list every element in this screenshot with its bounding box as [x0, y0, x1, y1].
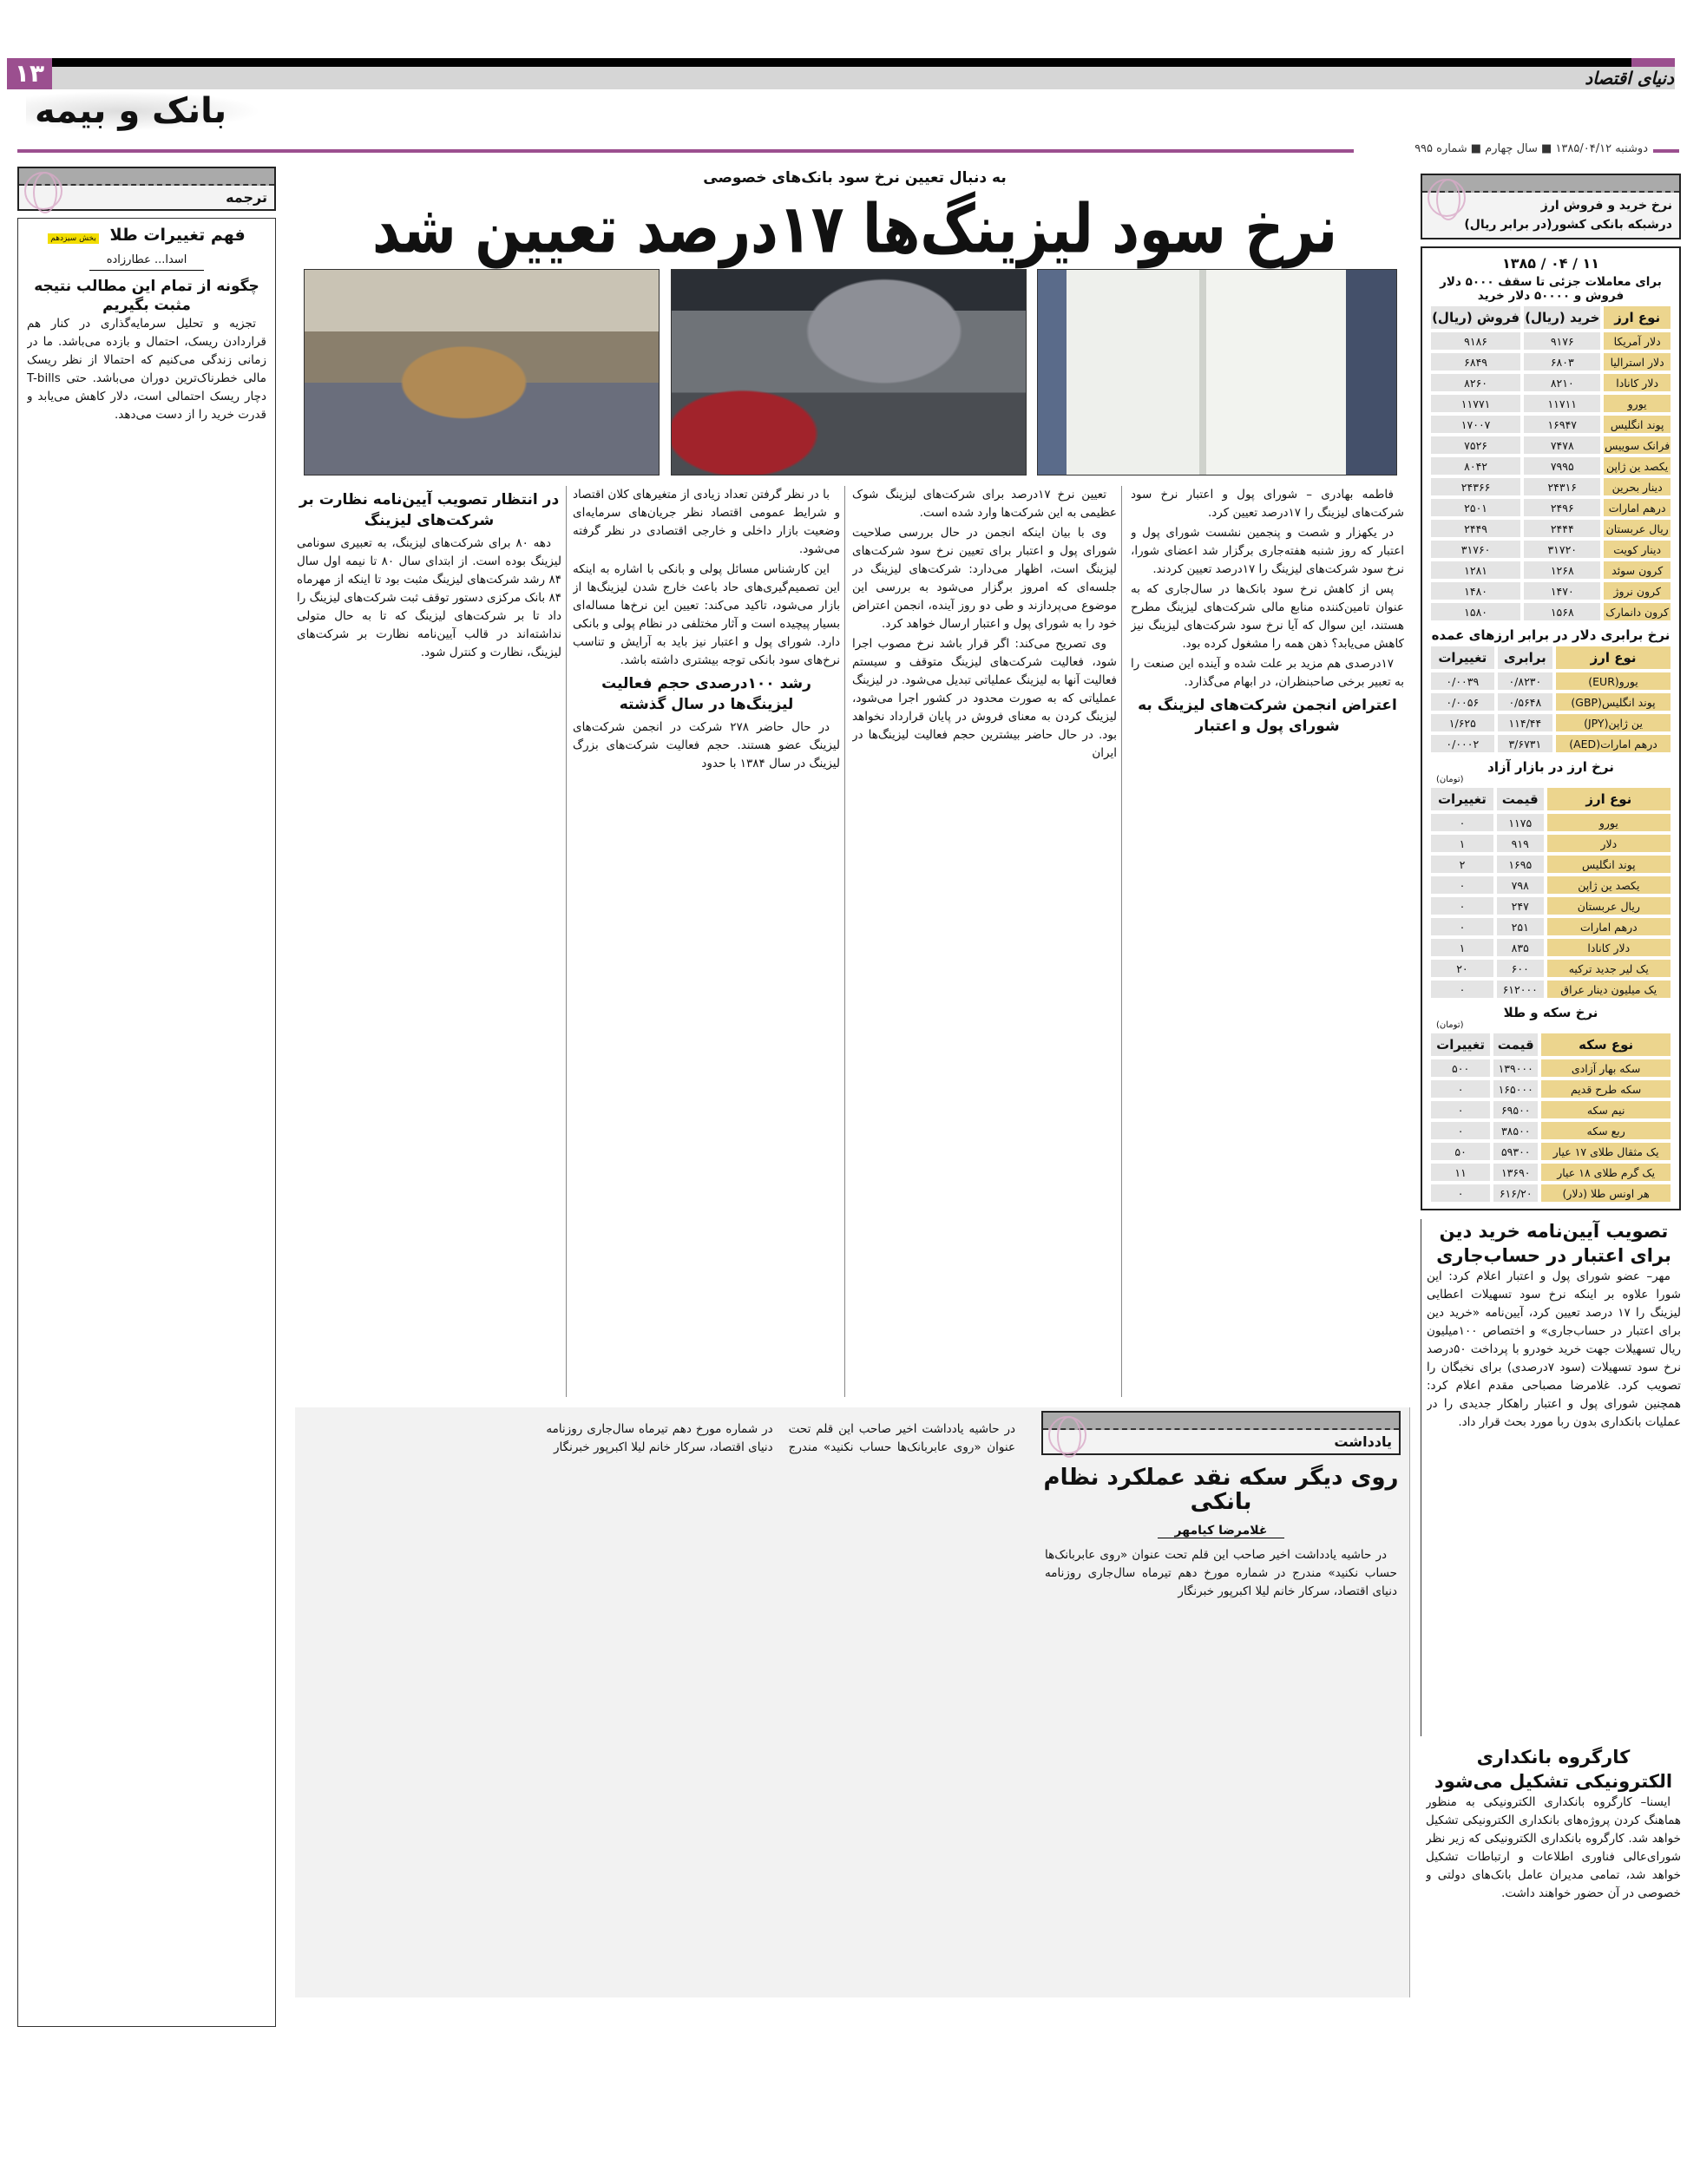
note-label-box	[1041, 1411, 1401, 1455]
rate-value: ۲۰	[1431, 960, 1493, 977]
currency-name: ین ژاپن(JPY)	[1556, 714, 1670, 731]
rates-section	[1421, 174, 1681, 2184]
globe-icon	[1048, 1416, 1086, 1454]
paragraph: با در نظر گرفتن تعداد زیادی از متغیرهای کلان اقتصاد و شرایط عمومی اقتصاد نظر جریان‌های سرمایه‌ای وضعیت بازار داخلی و خارجی اقتصادی در نظر گرفته می‌شود.	[573, 488, 840, 556]
rate-value: ۱۱۷۱۱	[1524, 395, 1600, 412]
column-header: نوع ارز	[1547, 788, 1670, 810]
table-row	[1431, 1101, 1670, 1118]
bank-rates-table	[1428, 303, 1674, 624]
rate-value: ۱۲۸۱	[1431, 561, 1520, 579]
rate-value: ۱۵۶۸	[1524, 603, 1600, 620]
currency-name: دینار کویت	[1604, 541, 1670, 558]
article-column-1	[1131, 486, 1404, 1401]
column-header: نوع ارز	[1604, 306, 1670, 329]
story-ebanking	[1421, 1745, 1681, 2184]
column-rule	[566, 486, 567, 1397]
dateline: دوشنبه ۱۳۸۵/۰۴/۱۲ ■ سال چهارم ■ شماره ۹۹۵	[1414, 142, 1648, 155]
currency-name: یورو(EUR)	[1556, 672, 1670, 690]
rate-value: ۶۱۶/۲۰	[1493, 1184, 1538, 1202]
globe-icon	[24, 172, 62, 210]
cars-photo	[671, 269, 1027, 475]
rate-value: ۲۴۳۱۶	[1524, 478, 1600, 495]
top-band	[17, 67, 1675, 89]
note-lede	[1033, 1538, 1409, 2023]
rate-value: ۱	[1431, 835, 1493, 852]
rate-value: ۳۱۷۶۰	[1431, 541, 1520, 558]
table-row	[1431, 981, 1670, 998]
rate-value: ۰	[1431, 814, 1493, 831]
currency-name: یک میلیون دینار عراق	[1547, 981, 1670, 998]
unit-label: (تومان)	[1436, 775, 1464, 784]
rate-value: ۱/۶۲۵	[1431, 714, 1494, 731]
currency-name: دلار آمریکا	[1604, 332, 1670, 350]
note-body: در حاشیه یادداشت اخیر صاحب این قلم تحت عنوان «روی عابربانک‌ها حساب نکنید» مندرج در شماره مورخ دهم تیرماه سال‌جاری روزنامه دنیای اقتصاد، سرکار خانم لیلا اکبرپور خبرنگار	[546, 1422, 1015, 1454]
table-row	[1431, 714, 1670, 731]
rate-value: ۰/۰۰۰۲	[1431, 735, 1494, 752]
table-row	[1431, 499, 1670, 516]
rate-value: ۲۴۷	[1497, 897, 1544, 915]
currency-name: یکصد ین ژاپن	[1604, 457, 1670, 475]
column-header: نوع سکه	[1541, 1033, 1670, 1056]
currency-name: یورو	[1604, 395, 1670, 412]
rate-value: ۷۴۷۸	[1524, 436, 1600, 454]
translation-label-box	[17, 167, 276, 211]
table-row	[1431, 541, 1670, 558]
free-market-title: نرخ ارز در بازار آزاد	[1487, 759, 1614, 775]
meeting-room-photo	[304, 269, 660, 475]
rate-value: ۰	[1431, 897, 1493, 915]
parity-title: نرخ برابری دلار در برابر ارزهای عمده	[1431, 627, 1670, 643]
column-header: فروش (ریال)	[1431, 306, 1520, 329]
paragraph: فاطمه بهادری – شورای پول و اعتبار نرخ سود شرکت‌های لیزینگ را ۱۷درصد تعیین کرد.	[1131, 488, 1404, 520]
rate-value: ۱۶۵۰۰۰	[1493, 1080, 1538, 1098]
column-header: تغییرات	[1431, 788, 1493, 810]
subheading: رشد ۱۰۰درصدی حجم فعالیت لیزینگ‌ها در سال گذشته	[601, 675, 811, 713]
paragraph: در حال حاضر ۲۷۸ شرکت در انجمن شرکت‌های لیزینگ عضو هستند. حجم فعالیت شرکت‌های بزرگ لیزینگ در سال ۱۳۸۴ با حدود	[573, 720, 840, 771]
gold-table	[1428, 1030, 1674, 1205]
translation-label: ترجمه	[226, 189, 267, 206]
table-row	[1431, 735, 1670, 752]
table-row	[1431, 876, 1670, 894]
rate-value: ۹۱۸۶	[1431, 332, 1520, 350]
rate-value: ۰/۸۲۳۰	[1498, 672, 1552, 690]
currency-name: نیم سکه	[1541, 1101, 1670, 1118]
unit-label: (تومان)	[1436, 1020, 1464, 1030]
rate-value: ۵۰۰	[1431, 1059, 1490, 1077]
table-row	[1431, 436, 1670, 454]
table-row	[1431, 897, 1670, 915]
currency-name: سکه طرح قدیم	[1541, 1080, 1670, 1098]
table-row	[1431, 1059, 1670, 1077]
table-row	[1431, 856, 1670, 873]
translation-article	[17, 218, 276, 2027]
table-row	[1431, 918, 1670, 935]
story-title: کارگروه بانکداری الکترونیکی تشکیل می‌شود	[1434, 1747, 1673, 1792]
rate-value: ۰	[1431, 1080, 1490, 1098]
rates-date: ۱۱ / ۰۴ / ۱۳۸۵	[1501, 255, 1600, 272]
currency-name: دلار کانادا	[1547, 939, 1670, 956]
gold-title: نرخ سکه و طلا	[1503, 1005, 1598, 1020]
rate-value: ۸۲۱۰	[1524, 374, 1600, 391]
section-title: بانک و بیمه	[26, 91, 261, 131]
rate-value: ۶۹۵۰۰	[1493, 1101, 1538, 1118]
divider	[1653, 149, 1679, 153]
table-row	[1431, 1080, 1670, 1098]
part-badge: بخش سیزدهم	[48, 233, 99, 244]
table-row	[1431, 561, 1670, 579]
rate-value: ۱۴۸۰	[1431, 582, 1520, 600]
currency-name: دلار استرالیا	[1604, 353, 1670, 371]
column-header: خرید (ریال)	[1524, 306, 1600, 329]
table-row	[1431, 814, 1670, 831]
currency-name: پوند انگلیس	[1547, 856, 1670, 873]
table-row	[1431, 353, 1670, 371]
rate-value: ۰	[1431, 876, 1493, 894]
paragraph: این کارشناس مسائل پولی و بانکی با اشاره به اینکه این تصمیم‌گیری‌های حاد باعث خارج شدن لیزینگ‌ها از بازار می‌شود، تاکید می‌کند: تعیین این نرخ‌ها مساله‌ای بسیار پیچیده است و آثار مختلفی در نظام پولی و بانکی دارد. شورای پول و اعتبار نیز باید به آرایش و تناسب نرخ‌های سود بانکی توجه بیشتری داشته باشد.	[573, 562, 840, 667]
article-column-3	[573, 486, 840, 1401]
article-column-4	[297, 486, 561, 1401]
table-row	[1431, 835, 1670, 852]
table-row	[1431, 416, 1670, 433]
rate-value: ۱۱۷۵	[1497, 814, 1544, 831]
rate-value: ۸۲۶۰	[1431, 374, 1520, 391]
article-column-2	[852, 486, 1117, 1401]
currency-name: درهم امارات	[1604, 499, 1670, 516]
table-row	[1431, 332, 1670, 350]
table-row	[1431, 672, 1670, 690]
column-header: تغییرات	[1431, 646, 1494, 669]
currency-name: سکه بهار آزادی	[1541, 1059, 1670, 1077]
kicker: به دنبال تعیین نرخ سود بانک‌های خصوصی	[703, 169, 1007, 187]
subheading: اعتراض انجمن شرکت‌های لیزینگ به شورای پول و اعتبار	[1138, 697, 1397, 735]
table-row	[1431, 693, 1670, 711]
rate-value: ۹۱۷۶	[1524, 332, 1600, 350]
article-body	[27, 315, 266, 426]
table-row	[1431, 374, 1670, 391]
currency-name: ربع سکه	[1541, 1122, 1670, 1139]
currency-name: یورو	[1547, 814, 1670, 831]
currency-name: یک مثقال طلای ۱۷ عیار	[1541, 1143, 1670, 1160]
rate-value: ۱۶۹۵	[1497, 856, 1544, 873]
paragraph: مهر– عضو شورای پول و اعتبار اعلام کرد: این شورا علاوه بر اینکه نرخ سود تسهیلات اعطایی لیزینگ را ۱۷ درصد تعیین کرد، آیین‌نامه «خرید دین برای اعتبار در حساب‌جاری» و اختصاص ۱۰۰میلیون ریال تسهیلات جهت خرید خودرو با پرداخت ۵۰درصد نرخ سود تسهیلات (سود ۷درصدی) برای نخبگان را تصویب کرد. غلامرضا مصباحی مقدم اعلام کرد: همچنین شورای پول و اعتبار راهکار جدیدی را در عملیات بانکداری بدون ربا مورد بحث قرار داد.	[1427, 1269, 1681, 1429]
table-row	[1431, 520, 1670, 537]
paragraph: تجزیه و تحلیل سرمایه‌گذاری در کنار هم قراردادن ریسک، احتمال و بازده می‌باشد. ما در زمانی زندگی می‌کنیم که احتمالا از نظر ریسک مالی خطرناک‌ترین دوران می‌باشد. حتی T-bills دچار ریسک احتمالی است، دلار کاهش می‌یابد و قدرت خرید را از دست می‌دهد.	[27, 317, 266, 422]
rate-value: ۰	[1431, 1101, 1490, 1118]
rate-value: ۸۳۵	[1497, 939, 1544, 956]
parity-table	[1428, 643, 1674, 756]
rate-value: ۰/۰۰۵۶	[1431, 693, 1494, 711]
paragraph: دهه ۸۰ برای شرکت‌های لیزینگ، به تعبیری سونامی لیزینگ بوده است. از ابتدای سال ۸۰ تا نیمه اول سال ۸۴ رشد شرکت‌های لیزینگ مثبت بود تا اینکه از مهرماه ۸۴ بانک مرکزی دستور توقف ثبت شرکت‌های لیزینگ را داد تا بر شرکت‌های لیزینگ که تا به حال متولی نداشته‌اند در قالب آیین‌نامه نظارت بر شرکت‌های لیزینگ، نظارت و کنترل شود.	[297, 536, 561, 659]
table-header-row	[1431, 788, 1670, 810]
currency-name: یک گرم طلای ۱۸ عیار	[1541, 1164, 1670, 1181]
column-rule	[844, 486, 845, 1397]
rates-title: نرخ خرید و فروش ارز	[1540, 199, 1672, 213]
divider	[17, 149, 1354, 153]
currency-name: درهم امارات	[1547, 918, 1670, 935]
rate-value: ۶۰۰	[1497, 960, 1544, 977]
article-title: فهم تغییرات طلا	[109, 226, 246, 245]
paragraph: در حاشیه یادداشت اخیر صاحب این قلم تحت عنوان «روی عابربانک‌ها حساب نکنید» مندرج در شماره مورخ دهم تیرماه سال‌جاری روزنامه دنیای اقتصاد، سرکار خانم لیلا اکبرپور خبرنگار	[1045, 1548, 1397, 1598]
table-row	[1431, 395, 1670, 412]
refrigerators-photo	[1037, 269, 1397, 475]
currency-name: پوند انگلیس(GBP)	[1556, 693, 1670, 711]
rate-value: ۰/۵۶۴۸	[1498, 693, 1552, 711]
paragraph: ۱۷درصدی هم مزید بر علت شده و آینده این صنعت را به تعبیر برخی صاحبنظران، در ابهام می‌گذارد.	[1131, 657, 1404, 689]
rate-value: ۳۱۷۲۰	[1524, 541, 1600, 558]
note-section	[1033, 1407, 1410, 1997]
page-number: ۱۳	[7, 58, 52, 89]
article-author: اسدا... عطارزاده	[89, 253, 205, 271]
table-row	[1431, 478, 1670, 495]
currency-name: دینار بحرین	[1604, 478, 1670, 495]
rate-value: ۱۵۸۰	[1431, 603, 1520, 620]
top-rule	[52, 58, 1675, 67]
currency-name: دلار کانادا	[1604, 374, 1670, 391]
main-headline: نرخ سود لیزینگ‌ها ۱۷درصد تعیین شد	[371, 189, 1338, 269]
rates-box	[1421, 246, 1681, 1210]
paragraph: وی با بیان اینکه انجمن در حال بررسی صلاحیت شورای پول و اعتبار برای تعیین نرخ سود شرکت‌های لیزینگ است، اظهار می‌دارد: شرکت‌های لیزینگ در جلسه‌ای که امروز برگزار می‌شود به بررسی این موضوع می‌پردازند و طی دو روز آینده، انجمن اعتراض خود را به شورای پول و اعتبار ارسال خواهد کرد.	[852, 526, 1117, 631]
rate-value: ۲۴۴۴	[1524, 520, 1600, 537]
note-text-area	[295, 1407, 1033, 1997]
rate-value: ۷۵۲۶	[1431, 436, 1520, 454]
table-row	[1431, 1122, 1670, 1139]
table-row	[1431, 1143, 1670, 1160]
table-header-row	[1431, 306, 1670, 329]
translation-section	[17, 167, 276, 2027]
column-header: قیمت	[1497, 788, 1544, 810]
rate-value: ۱۳۶۹۰	[1493, 1164, 1538, 1181]
currency-name: کرون دانمارک	[1604, 603, 1670, 620]
currency-name: دلار	[1547, 835, 1670, 852]
table-row	[1431, 582, 1670, 600]
rate-value: ۲۴۹۶	[1524, 499, 1600, 516]
rate-value: ۷۹۹۵	[1524, 457, 1600, 475]
rate-value: ۰	[1431, 1184, 1490, 1202]
paragraph: پس از کاهش نرخ سود بانک‌ها در سال‌جاری که به عنوان تامین‌کننده منابع مالی شرکت‌های لیزینگ مطرح هستند، این سوال که آیا نرخ سود شرکت‌های لیزینگ نیز کاهش می‌یابد؟ ذهن همه را مشغول کرده بود.	[1131, 582, 1404, 651]
rate-value: ۱۱۴/۴۴	[1498, 714, 1552, 731]
rate-value: ۸۰۴۲	[1431, 457, 1520, 475]
column-header: تغییرات	[1431, 1033, 1490, 1056]
rate-value: ۱۱۷۷۱	[1431, 395, 1520, 412]
rate-value: ۰/۰۰۳۹	[1431, 672, 1494, 690]
rate-value: ۱	[1431, 939, 1493, 956]
rate-value: ۲۴۳۶۶	[1431, 478, 1520, 495]
note-title: روی دیگر سکه نقد عملکرد نظام بانکی	[1043, 1465, 1399, 1515]
paragraph: در یکهزار و شصت و پنجمین نشست شورای پول و اعتبار که روز شنبه هفته‌جاری برگزار شد اعضای شورا، نرخ سود شرکت‌های لیزینگ را ۱۷درصد تعیین کردند.	[1131, 526, 1404, 576]
column-header: برابری	[1498, 646, 1552, 669]
rate-value: ۶۸۰۳	[1524, 353, 1600, 371]
rate-value: ۲۵۰۱	[1431, 499, 1520, 516]
paragraph: تعیین نرخ ۱۷درصد برای شرکت‌های لیزینگ شوک عظیمی به این شرکت‌ها وارد شده است.	[852, 488, 1117, 520]
currency-name: یکصد ین ژاپن	[1547, 876, 1670, 894]
paragraph: وی تصریح می‌کند: اگر قرار باشد نرخ مصوب اجرا شود، فعالیت شرکت‌های لیزینگ متوقف و سیستم فعالیت آنها به لیزینگ عملیاتی تبدیل می‌شود. در لیزینگ عملیاتی که به صورت محدود در کشور اجرا می‌شود، لیزینگ کردن به معنای فروش در پایان قرارداد نخواهد بود. در حال حاضر بیشترین حجم فعالیت لیزینگ‌ها در ایران	[852, 637, 1117, 760]
note-label: یادداشت	[1334, 1433, 1392, 1450]
rate-value: ۱۱	[1431, 1164, 1490, 1181]
note-author: غلامرضا کیامهر	[1158, 1524, 1285, 1538]
table-row	[1431, 603, 1670, 620]
rate-value: ۱۲۶۸	[1524, 561, 1600, 579]
rate-value: ۰	[1431, 981, 1493, 998]
rate-value: ۶۸۴۹	[1431, 353, 1520, 371]
rate-value: ۵۹۳۰۰	[1493, 1143, 1538, 1160]
rate-value: ۲۵۱	[1497, 918, 1544, 935]
rate-value: ۱۳۹۰۰۰	[1493, 1059, 1538, 1077]
rate-value: ۰	[1431, 1122, 1490, 1139]
currency-name: پوند انگلیس	[1604, 416, 1670, 433]
currency-name: کرون نروژ	[1604, 582, 1670, 600]
rate-value: ۲	[1431, 856, 1493, 873]
table-row	[1431, 1164, 1670, 1181]
rate-value: ۷۹۸	[1497, 876, 1544, 894]
table-row	[1431, 939, 1670, 956]
top-accent	[1631, 58, 1675, 67]
column-rule	[1121, 486, 1122, 1397]
table-row	[1431, 457, 1670, 475]
newspaper-logo: دنیای اقتصاد	[1585, 68, 1674, 89]
rate-value: ۳/۶۷۳۱	[1498, 735, 1552, 752]
rate-value: ۹۱۹	[1497, 835, 1544, 852]
column-header: نوع ارز	[1556, 646, 1670, 669]
table-header-row	[1431, 646, 1670, 669]
rate-value: ۱۶۹۴۷	[1524, 416, 1600, 433]
rate-value: ۶۱۲۰۰۰	[1497, 981, 1544, 998]
currency-name: کرون سوئد	[1604, 561, 1670, 579]
currency-name: درهم امارات(AED)	[1556, 735, 1670, 752]
free-market-table	[1428, 784, 1674, 1001]
rates-subtitle: درشبکه بانکی کشور(در برابر ریال)	[1464, 218, 1672, 232]
currency-name: هر اونس طلا (دلار)	[1541, 1184, 1670, 1202]
subheading: در انتظار تصویب آیین‌نامه نظارت بر شرکت‌های لیزینگ	[299, 491, 560, 529]
currency-name: یک لیر جدید ترکیه	[1547, 960, 1670, 977]
paragraph: ایسنا– کارگروه بانکداری الکترونیکی به منظور هماهنگ کردن پروژه‌های بانکداری الکترونیکی تشکیل خواهد شد. کارگروه بانکداری الکترونیکی که زیر نظر شورای‌عالی فناوری اطلاعات و ارتباطات تشکیل خواهد شد، تمامی مدیران عامل بانک‌های دولتی و خصوصی در آن حضور خواهند داشت.	[1426, 1795, 1681, 1900]
rate-value: ۰	[1431, 918, 1493, 935]
currency-name: فرانک سوییس	[1604, 436, 1670, 454]
currency-name: ریال عربستان	[1547, 897, 1670, 915]
rate-value: ۱۷۰۰۷	[1431, 416, 1520, 433]
story-debt-purchase	[1421, 1219, 1681, 1736]
table-row	[1431, 1184, 1670, 1202]
rate-value: ۵۰	[1431, 1143, 1490, 1160]
table-header-row	[1431, 1033, 1670, 1056]
article-subtitle: چگونه از تمام این مطالب نتیجه مثبت بگیریم	[34, 278, 259, 314]
rates-note: برای معاملات جزئی تا سقف ۵۰۰۰ دلار فروش و ۵۰۰۰۰ دلار خرید	[1440, 275, 1662, 303]
table-row	[1431, 960, 1670, 977]
column-header: قیمت	[1493, 1033, 1538, 1056]
rates-label-box	[1421, 174, 1681, 239]
rate-value: ۲۴۴۹	[1431, 520, 1520, 537]
rate-value: ۱۴۷۰	[1524, 582, 1600, 600]
currency-name: ریال عربستان	[1604, 520, 1670, 537]
story-title: تصویب آیین‌نامه خرید دین برای اعتبار در حساب‌جاری	[1436, 1221, 1671, 1266]
rate-value: ۳۸۵۰۰	[1493, 1122, 1538, 1139]
globe-icon	[1428, 179, 1466, 217]
